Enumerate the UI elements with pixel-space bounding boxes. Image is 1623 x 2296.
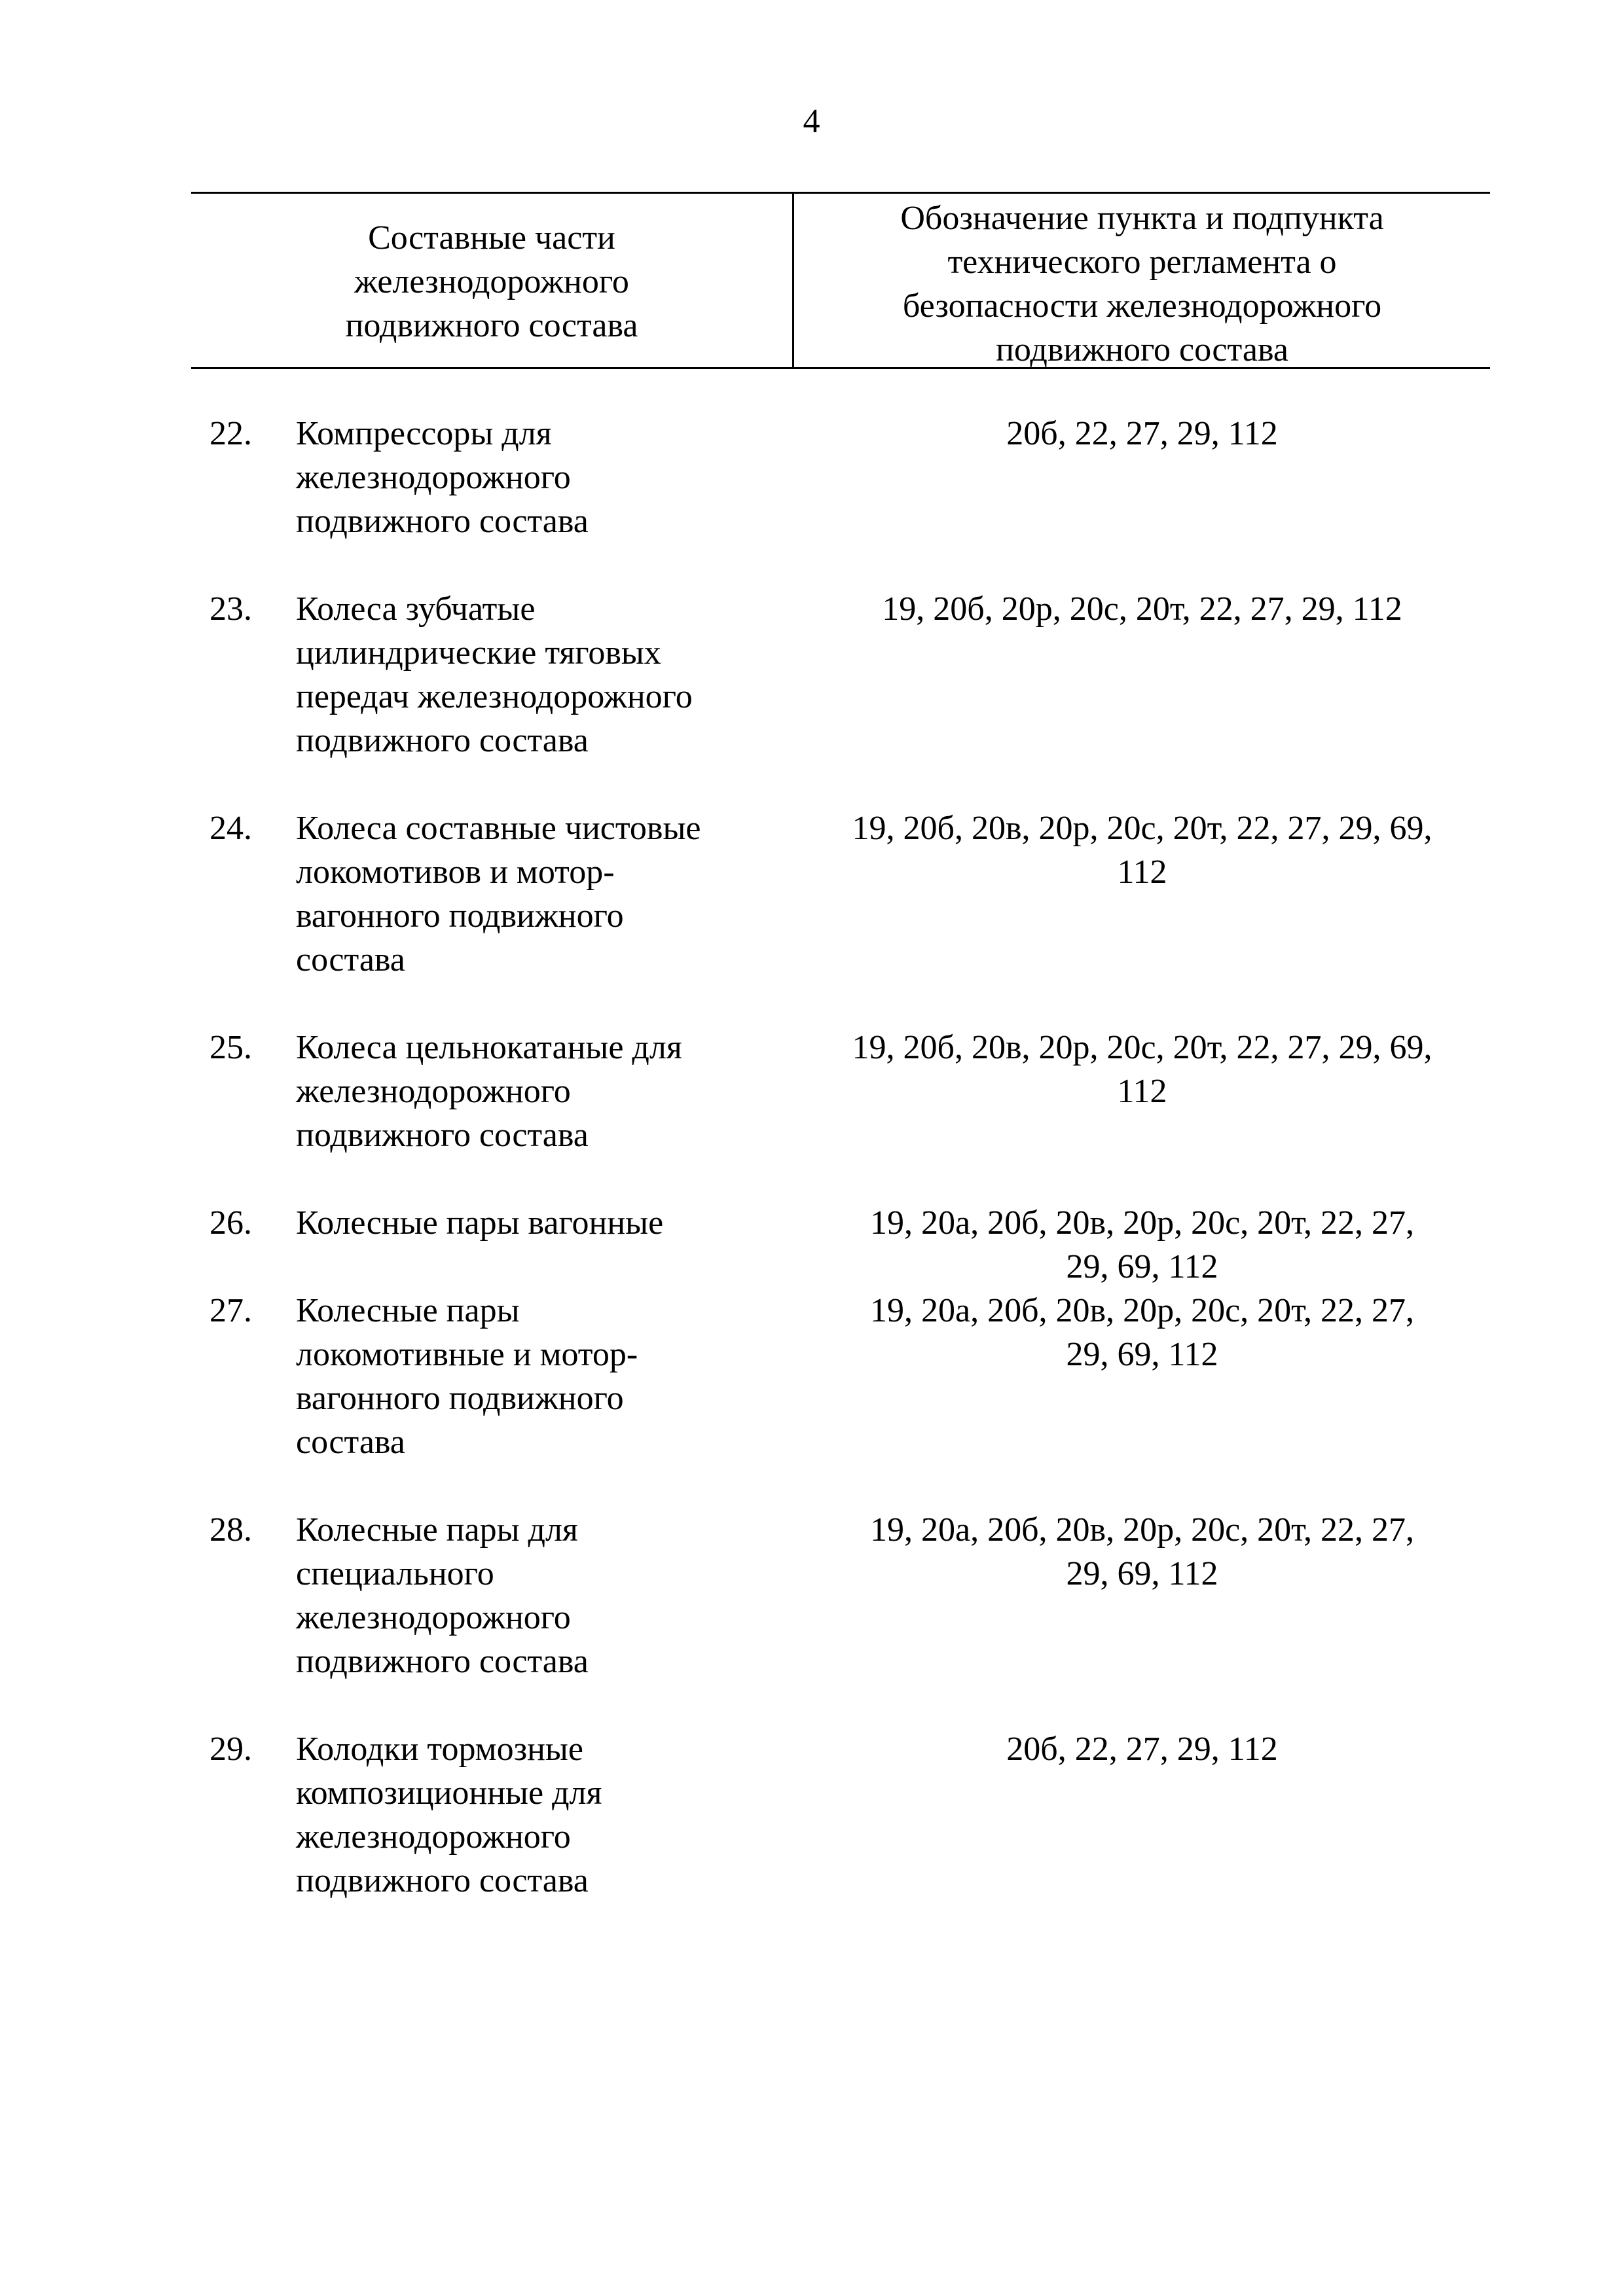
regulation-references-line: 19, 20а, 20б, 20в, 20р, 20с, 20т, 22, 27, [870,1511,1414,1549]
table-header [191,192,1490,369]
row-number: 29. [210,1731,252,1768]
component-name [296,1289,774,1464]
regulation-references-line: 19, 20а, 20б, 20в, 20р, 20с, 20т, 22, 27, [870,1292,1414,1329]
row-number: 24. [210,810,252,847]
regulation-references-line: 112 [1117,853,1167,891]
row-number: 26. [210,1204,252,1242]
component-name-line: состава [296,941,405,978]
table-row [191,1727,1490,1903]
regulation-references [794,1508,1490,1596]
component-name-line: передач железнодорожного [296,678,693,715]
component-name-line: железнодорожного [296,459,571,496]
regulation-references-line: 29, 69, 112 [1066,1555,1218,1592]
table-row [191,1289,1490,1464]
regulation-references [794,1201,1490,1289]
header-col1-line: Составные части [368,219,615,257]
row-number: 22. [210,415,252,452]
regulation-references [794,1289,1490,1376]
component-name-line: подвижного состава [296,1643,589,1680]
component-name [296,587,774,762]
component-name-line: железнодорожного [296,1073,571,1110]
component-name [296,1508,774,1683]
regulation-references [794,1026,1490,1113]
component-name-line: Колесные пары для [296,1511,578,1549]
component-name-line: подвижного состава [296,1862,589,1899]
component-name-line: композиционные для [296,1774,602,1812]
component-name-line: Колеса зубчатые [296,590,536,628]
component-name-line: железнодорожного [296,1818,571,1856]
header-col2-line: подвижного состава [996,331,1288,368]
row-number: 25. [210,1029,252,1066]
component-name-line: специального [296,1555,494,1592]
component-name-line: железнодорожного [296,1599,571,1636]
component-name [296,1026,774,1157]
row-number: 27. [210,1292,252,1329]
header-col2-line: безопасности железнодорожного [902,287,1382,325]
component-name [296,806,774,982]
component-name [296,1201,774,1245]
component-name-line: подвижного состава [296,1117,589,1154]
row-number: 23. [210,590,252,628]
component-name-line: локомотивов и мотор- [296,853,615,891]
table-row [191,587,1490,762]
component-name-line: Колеса цельнокатаные для [296,1029,682,1066]
header-regulation-column [794,196,1490,372]
regulation-references-line: 19, 20б, 20р, 20с, 20т, 22, 27, 29, 112 [882,590,1402,628]
regulation-references [794,806,1490,894]
component-name-line: подвижного состава [296,722,589,759]
page-number: 4 [803,103,820,140]
component-name-line: Колесные пары вагонные [296,1204,664,1242]
regulation-references-line: 19, 20б, 20в, 20р, 20с, 20т, 22, 27, 29, 69, [852,810,1432,847]
component-name-line: вагонного подвижного [296,897,624,935]
regulation-references-line: 20б, 22, 27, 29, 112 [1006,1731,1278,1768]
header-col2-line: технического регламента о [947,243,1337,281]
component-name-line: Колеса составные чистовые [296,810,701,847]
regulation-references-line: 29, 69, 112 [1066,1248,1218,1285]
row-number: 28. [210,1511,252,1549]
header-col1-line: подвижного состава [345,307,638,344]
table-row [191,412,1490,543]
regulation-references [794,412,1490,456]
header-components-column [191,216,792,348]
header-col1-line: железнодорожного [354,263,629,300]
table-row [191,806,1490,982]
regulation-references-line: 112 [1117,1073,1167,1110]
regulation-references-line: 29, 69, 112 [1066,1336,1218,1373]
header-col2-line: Обозначение пункта и подпункта [900,200,1384,237]
regulation-references [794,587,1490,631]
component-name [296,412,774,543]
component-name-line: Колодки тормозные [296,1731,583,1768]
table-row [191,1201,1490,1285]
component-name [296,1727,774,1903]
component-name-line: Компрессоры для [296,415,552,452]
table-row [191,1026,1490,1157]
table-body [191,412,1490,1946]
component-name-line: Колесные пары [296,1292,520,1329]
regulation-references-line: 20б, 22, 27, 29, 112 [1006,415,1278,452]
component-name-line: локомотивные и мотор- [296,1336,638,1373]
component-name-line: вагонного подвижного [296,1380,624,1417]
component-name-line: подвижного состава [296,503,589,540]
regulation-references-line: 19, 20а, 20б, 20в, 20р, 20с, 20т, 22, 27, [870,1204,1414,1242]
table-row [191,1508,1490,1683]
regulation-references-line: 19, 20б, 20в, 20р, 20с, 20т, 22, 27, 29, 69, [852,1029,1432,1066]
component-name-line: состава [296,1424,405,1461]
regulation-references [794,1727,1490,1771]
component-name-line: цилиндрические тяговых [296,634,661,672]
regulation-table [191,192,1490,1899]
